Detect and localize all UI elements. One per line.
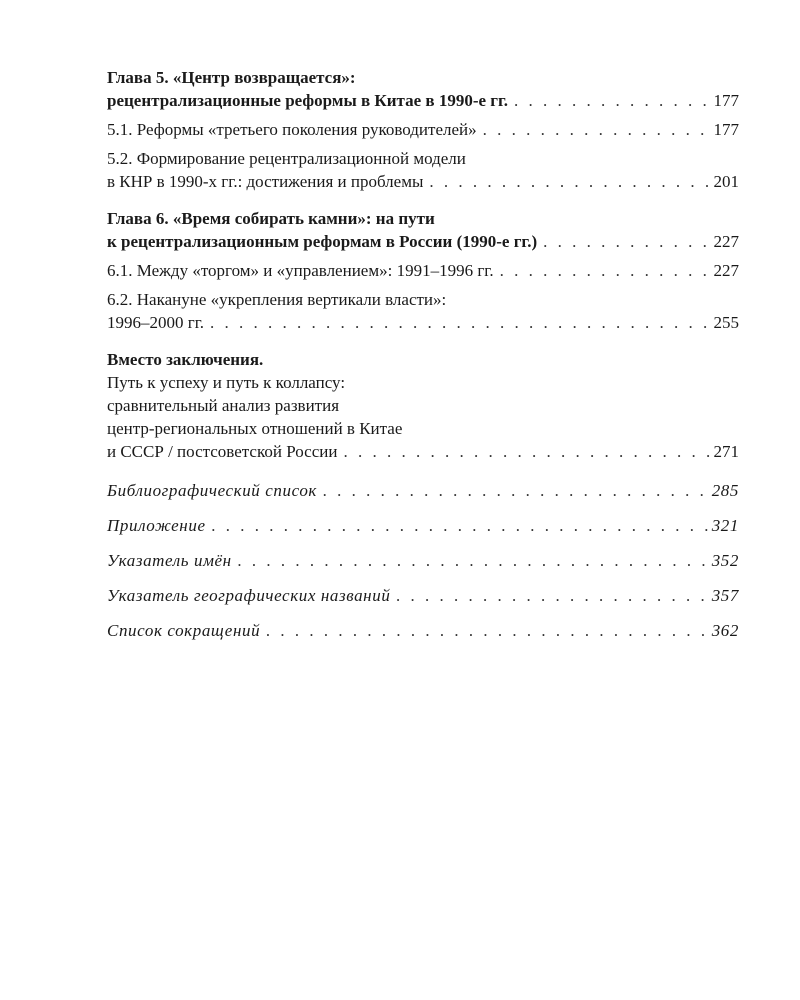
geo-index-entry[interactable] <box>107 584 739 607</box>
toc-name-index <box>107 549 739 572</box>
toc-appendix <box>107 514 739 537</box>
appendix-page: 321 <box>711 516 739 535</box>
name-index-label: Указатель имён <box>107 551 232 570</box>
bibliography-entry[interactable] <box>107 479 739 502</box>
chapter-6-heading: Глава 6. «Время собирать камни»: на пути <box>107 209 435 228</box>
conclusion-line-2: сравнительный анализ развития <box>107 396 340 415</box>
toc-geo-index <box>107 584 739 607</box>
appendix-label: Приложение <box>107 516 206 535</box>
table-of-contents <box>107 66 739 642</box>
toc-section-6-1 <box>107 259 739 282</box>
dot-leader <box>543 230 709 253</box>
section-6-1-title: 6.1. Между «торгом» и «управлением»: 1991–1996 гг. <box>107 261 494 280</box>
toc-chapter-6 <box>107 207 739 253</box>
chapter-5-entry[interactable] <box>107 89 739 112</box>
dot-leader <box>429 170 709 193</box>
section-6-2-page: 255 <box>713 313 739 332</box>
abbreviations-page: 362 <box>711 621 739 640</box>
section-5-2-title-line-1: 5.2. Формирование рецентрализационной модели <box>107 149 466 168</box>
chapter-6-title: к рецентрализационным реформам в России (1990-е гг.) <box>107 232 538 251</box>
section-5-2-title-line-2: в КНР в 1990-х гг.: достижения и проблемы <box>107 172 424 191</box>
chapter-6-entry[interactable] <box>107 230 739 253</box>
conclusion-line-4: и СССР / постсоветской России <box>107 442 338 461</box>
conclusion-line-1: Путь к успеху и путь к коллапсу: <box>107 373 346 392</box>
conclusion-heading: Вместо заключения. <box>107 350 264 369</box>
toc-bibliography <box>107 479 739 502</box>
section-6-2-title-line-1: 6.2. Накануне «укрепления вертикали власти»: <box>107 290 447 309</box>
section-6-2-entry[interactable] <box>107 311 739 334</box>
section-6-2-title-line-2: 1996–2000 гг. <box>107 313 205 332</box>
section-5-1-page: 177 <box>713 120 739 139</box>
chapter-6-page: 227 <box>713 232 739 251</box>
section-6-1-entry[interactable] <box>107 259 739 282</box>
section-5-2-entry[interactable] <box>107 170 739 193</box>
dot-leader <box>266 619 708 642</box>
dot-leader <box>500 259 710 282</box>
section-5-1-entry[interactable] <box>107 118 739 141</box>
dot-leader <box>210 311 709 334</box>
chapter-5-title: рецентрализационные реформы в Китае в 1990-е гг. <box>107 91 509 110</box>
appendix-entry[interactable] <box>107 514 739 537</box>
dot-leader <box>238 549 708 572</box>
geo-index-label: Указатель географических названий <box>107 586 391 605</box>
bibliography-label: Библиографический список <box>107 481 317 500</box>
geo-index-page: 357 <box>711 586 739 605</box>
dot-leader <box>514 89 709 112</box>
name-index-page: 352 <box>711 551 739 570</box>
dot-leader <box>323 479 708 502</box>
toc-section-5-1 <box>107 118 739 141</box>
chapter-5-page: 177 <box>713 91 739 110</box>
conclusion-entry[interactable] <box>107 440 739 463</box>
dot-leader <box>396 584 707 607</box>
bibliography-page: 285 <box>711 481 739 500</box>
section-5-2-page: 201 <box>713 172 739 191</box>
dot-leader <box>212 514 708 537</box>
conclusion-line-3: центр-региональных отношений в Китае <box>107 419 403 438</box>
dot-leader <box>483 118 710 141</box>
toc-conclusion <box>107 348 739 463</box>
toc-section-6-2 <box>107 288 739 334</box>
abbreviations-label: Список сокращений <box>107 621 261 640</box>
toc-section-5-2 <box>107 147 739 193</box>
toc-chapter-5 <box>107 66 739 112</box>
section-5-1-title: 5.1. Реформы «третьего поколения руководителей» <box>107 120 477 139</box>
conclusion-page: 271 <box>713 442 739 461</box>
name-index-entry[interactable] <box>107 549 739 572</box>
dot-leader <box>343 440 709 463</box>
toc-abbreviations <box>107 619 739 642</box>
abbreviations-entry[interactable] <box>107 619 739 642</box>
section-6-1-page: 227 <box>713 261 739 280</box>
chapter-5-heading: Глава 5. «Центр возвращается»: <box>107 68 356 87</box>
